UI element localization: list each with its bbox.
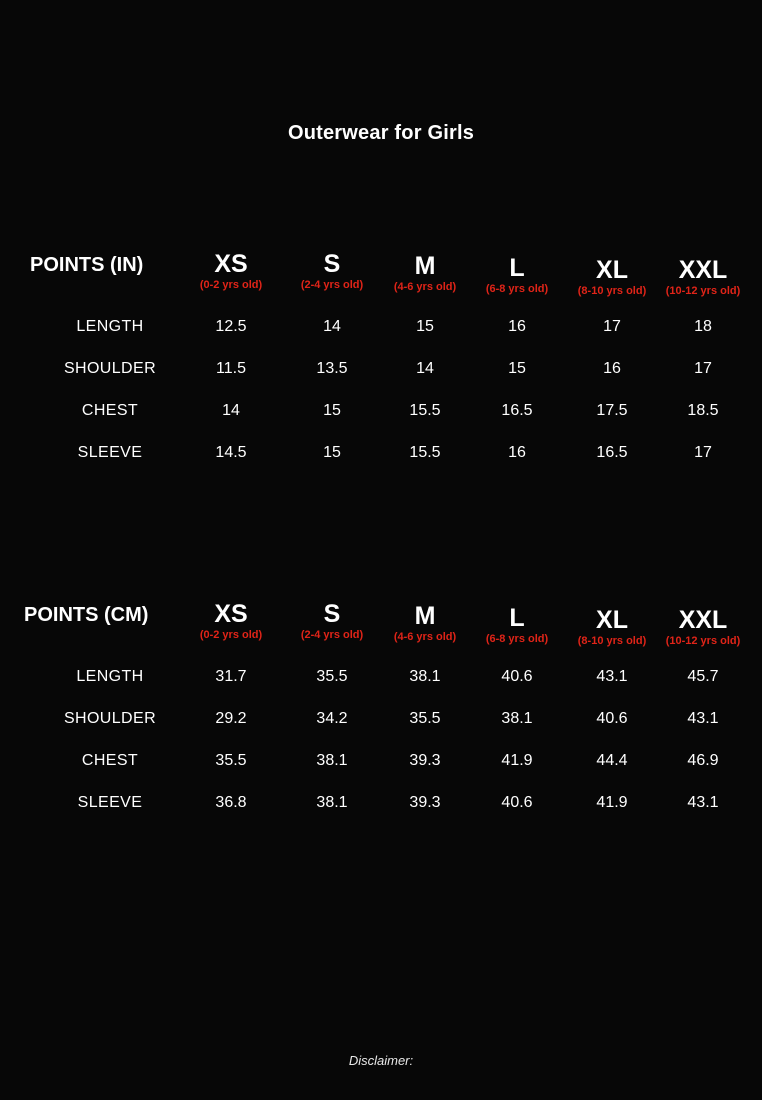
size-age-range: (2-4 yrs old) (300, 279, 364, 291)
measurement-value: 18 (694, 318, 712, 335)
measurement-value: 14 (222, 402, 240, 419)
measurement-value: 31.7 (215, 668, 247, 685)
size-age-range: (10-12 yrs old) (665, 285, 741, 297)
measurement-label: LENGTH (76, 318, 144, 335)
measurement-value: 15 (416, 318, 434, 335)
measurement-value: 40.6 (501, 794, 533, 811)
measurement-value: 43.1 (687, 794, 719, 811)
measurement-value: 39.3 (409, 794, 441, 811)
size-age-range: (8-10 yrs old) (577, 635, 647, 647)
size-header-m (375, 252, 475, 294)
measurement-row-length (0, 668, 762, 692)
measurement-label: LENGTH (76, 668, 144, 685)
inches-size-table (0, 250, 762, 490)
points-header: POINTS (CM) (24, 604, 149, 626)
size-name: M (414, 252, 436, 280)
measurement-value: 15.5 (409, 444, 441, 461)
measurement-value: 12.5 (215, 318, 247, 335)
measurement-value: 34.2 (316, 710, 348, 727)
measurement-value: 36.8 (215, 794, 247, 811)
size-age-range: (4-6 yrs old) (393, 281, 457, 293)
measurement-row-length (0, 318, 762, 342)
size-age-range: (0-2 yrs old) (199, 279, 263, 291)
measurement-row-sleeve (0, 794, 762, 818)
size-name: XXL (678, 606, 728, 634)
measurement-value: 40.6 (596, 710, 628, 727)
measurement-value: 14.5 (215, 444, 247, 461)
size-age-range: (2-4 yrs old) (300, 629, 364, 641)
size-name: XL (596, 606, 628, 634)
size-header-l (467, 604, 567, 646)
measurement-label: SLEEVE (77, 444, 143, 461)
page-title: Outerwear for Girls (287, 122, 475, 144)
measurement-value: 16 (603, 360, 621, 377)
size-name: M (414, 602, 436, 630)
size-header-m (375, 602, 475, 644)
measurement-row-chest (0, 402, 762, 426)
size-name: L (509, 604, 525, 632)
measurement-value: 43.1 (596, 668, 628, 685)
measurement-value: 15 (323, 402, 341, 419)
measurement-value: 46.9 (687, 752, 719, 769)
size-name: XS (214, 250, 248, 278)
measurement-value: 38.1 (316, 752, 348, 769)
size-header-l (467, 254, 567, 296)
measurement-value: 17 (694, 360, 712, 377)
measurement-value: 13.5 (316, 360, 348, 377)
measurement-value: 14 (323, 318, 341, 335)
size-header-xxl (653, 256, 753, 298)
size-age-range: (4-6 yrs old) (393, 631, 457, 643)
cm-size-table (0, 600, 762, 840)
measurement-value: 38.1 (316, 794, 348, 811)
size-name: L (509, 254, 525, 282)
size-header-s (282, 250, 382, 292)
measurement-value: 35.5 (316, 668, 348, 685)
size-header-xs (181, 600, 281, 642)
measurement-value: 38.1 (409, 668, 441, 685)
measurement-label: SHOULDER (63, 360, 157, 377)
size-age-range: (6-8 yrs old) (485, 633, 549, 645)
measurement-row-sleeve (0, 444, 762, 468)
measurement-row-shoulder (0, 360, 762, 384)
size-age-range: (0-2 yrs old) (199, 629, 263, 641)
points-header: POINTS (IN) (30, 254, 144, 276)
measurement-value: 16.5 (596, 444, 628, 461)
measurement-value: 11.5 (216, 360, 246, 377)
measurement-value: 16 (508, 444, 526, 461)
measurement-row-chest (0, 752, 762, 776)
size-header-s (282, 600, 382, 642)
size-name: XXL (678, 256, 728, 284)
size-age-range: (8-10 yrs old) (577, 285, 647, 297)
measurement-value: 17.5 (596, 402, 628, 419)
size-header-xxl (653, 606, 753, 648)
size-header-xl (562, 606, 662, 648)
measurement-value: 35.5 (409, 710, 441, 727)
measurement-label: CHEST (81, 402, 139, 419)
size-age-range: (6-8 yrs old) (485, 283, 549, 295)
measurement-value: 45.7 (687, 668, 719, 685)
size-age-range: (10-12 yrs old) (665, 635, 741, 647)
measurement-value: 40.6 (501, 668, 533, 685)
measurement-value: 29.2 (215, 710, 247, 727)
size-header-xl (562, 256, 662, 298)
size-name: S (323, 600, 341, 628)
measurement-label: CHEST (81, 752, 139, 769)
measurement-label: SHOULDER (63, 710, 157, 727)
measurement-value: 35.5 (215, 752, 247, 769)
measurement-value: 41.9 (501, 752, 533, 769)
measurement-value: 18.5 (687, 402, 719, 419)
measurement-value: 41.9 (596, 794, 628, 811)
measurement-value: 16.5 (501, 402, 533, 419)
size-name: XS (214, 600, 248, 628)
measurement-row-shoulder (0, 710, 762, 734)
measurement-value: 15 (323, 444, 341, 461)
size-name: S (323, 250, 341, 278)
measurement-label: SLEEVE (77, 794, 143, 811)
measurement-value: 15.5 (409, 402, 441, 419)
measurement-value: 17 (603, 318, 621, 335)
measurement-value: 16 (508, 318, 526, 335)
measurement-value: 17 (694, 444, 712, 461)
measurement-value: 15 (508, 360, 526, 377)
measurement-value: 14 (416, 360, 434, 377)
measurement-value: 44.4 (596, 752, 628, 769)
measurement-value: 43.1 (687, 710, 719, 727)
measurement-value: 39.3 (409, 752, 441, 769)
size-header-xs (181, 250, 281, 292)
size-name: XL (596, 256, 628, 284)
measurement-value: 38.1 (501, 710, 533, 727)
disclaimer-text: Disclaimer: (348, 1053, 414, 1068)
